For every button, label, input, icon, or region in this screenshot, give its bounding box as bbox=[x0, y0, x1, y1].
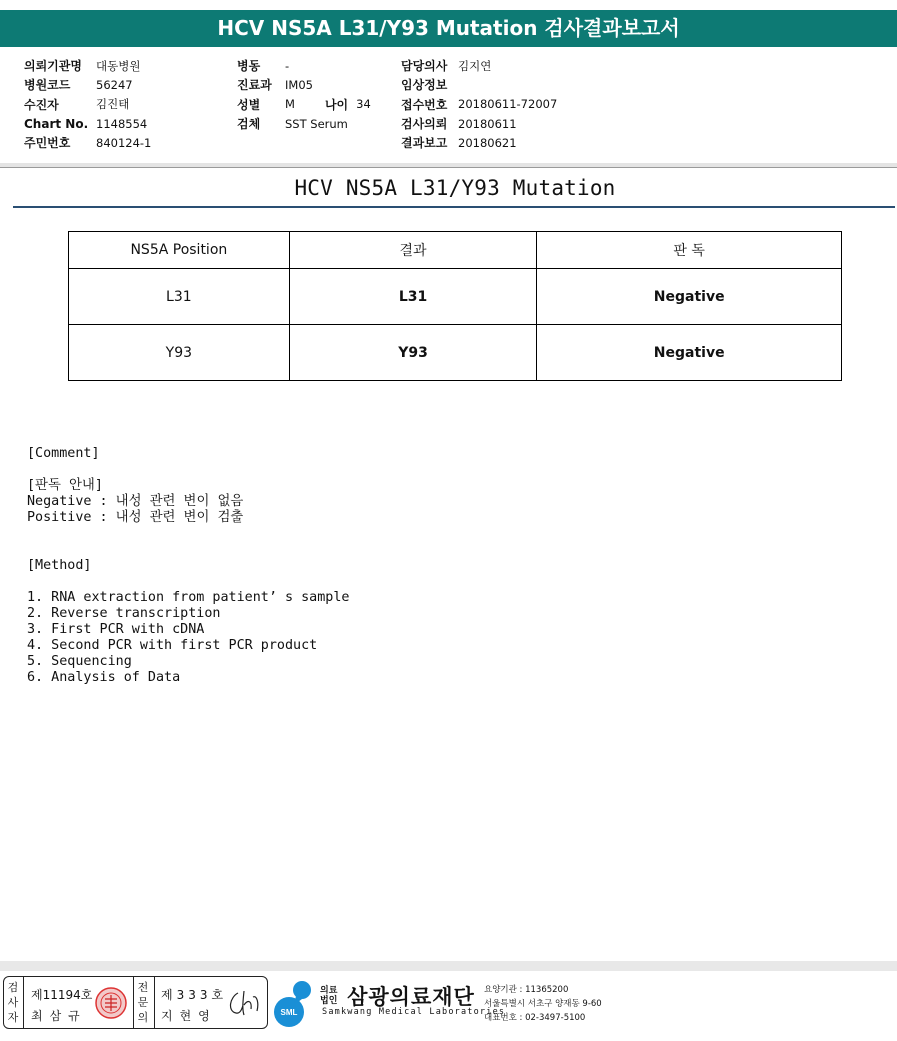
info-row-hospital-code bbox=[24, 75, 151, 94]
info-row-receipt-no bbox=[401, 95, 557, 114]
info-row-ward bbox=[237, 56, 371, 75]
sml-logo-icon bbox=[272, 979, 316, 1027]
info-row-clinical-info bbox=[401, 75, 557, 94]
table-header-interpretation: 판 독 bbox=[537, 232, 842, 269]
info-label: 결과보고 bbox=[401, 136, 448, 151]
patient-info-col3 bbox=[401, 56, 557, 152]
guide-heading: [판독 안내] bbox=[27, 478, 103, 493]
age-value: 34 bbox=[356, 97, 371, 112]
info-label: 병동 bbox=[237, 59, 261, 74]
info-row-report-date bbox=[401, 133, 557, 152]
org-prefix-top: 의료 bbox=[320, 986, 338, 996]
org-info-line: 요양기관 : 11365200 bbox=[484, 985, 569, 995]
info-row-request-date bbox=[401, 114, 557, 133]
footer-divider bbox=[0, 961, 897, 971]
specialist-name: 지현영 bbox=[161, 1009, 217, 1023]
info-label: 담당의사 bbox=[401, 59, 448, 74]
guide-line: Negative : 내성 관련 변이 없음 bbox=[27, 494, 244, 509]
info-label: 접수번호 bbox=[401, 97, 448, 112]
table-header-result: 결과 bbox=[289, 232, 537, 269]
section-divider-line bbox=[0, 167, 897, 168]
info-value: 56247 bbox=[96, 77, 133, 92]
info-row-chart-no bbox=[24, 114, 151, 133]
org-info-line: 대표번호 : 02-3497-5100 bbox=[484, 1013, 586, 1023]
method-line: 3. First PCR with cDNA bbox=[27, 622, 205, 637]
table-row bbox=[69, 269, 842, 325]
info-label: Chart No. bbox=[24, 116, 89, 131]
method-line: 1. RNA extraction from patient’ s sample bbox=[27, 590, 350, 605]
title-rule bbox=[13, 206, 895, 208]
method-heading: [Method] bbox=[27, 558, 92, 573]
org-name-en: Samkwang Medical Laboratories bbox=[322, 1007, 506, 1017]
report-title: HCV NS5A L31/Y93 Mutation bbox=[294, 176, 616, 200]
info-value: 김진태 bbox=[96, 97, 130, 112]
inspector-name: 최삼규 bbox=[31, 1009, 87, 1023]
info-row-institution bbox=[24, 56, 151, 75]
patient-info-col1 bbox=[24, 56, 151, 152]
sign-divider bbox=[154, 977, 155, 1028]
method-line: 4. Second PCR with first PCR product bbox=[27, 638, 318, 653]
info-row-sex-age bbox=[237, 95, 371, 114]
info-value: 20180611-72007 bbox=[458, 97, 558, 112]
inspector-number: 제11194호 bbox=[31, 988, 93, 1002]
org-info-line: 서울특별시 서초구 양재동 9-60 bbox=[484, 999, 602, 1009]
method-line: 5. Sequencing bbox=[27, 654, 132, 669]
info-value: 김지연 bbox=[458, 58, 492, 73]
info-value: 20180621 bbox=[458, 135, 517, 150]
report-header-title: HCV NS5A L31/Y93 Mutation 검사결과보고서 bbox=[217, 16, 680, 40]
official-seal-icon bbox=[94, 986, 128, 1020]
table-cell-position: Y93 bbox=[69, 325, 290, 381]
table-cell-position: L31 bbox=[69, 269, 290, 325]
table-header-row bbox=[69, 232, 842, 269]
specialist-label: 전문의 bbox=[137, 981, 149, 1024]
patient-info-col2 bbox=[237, 56, 371, 133]
info-label: 의뢰기관명 bbox=[24, 59, 82, 74]
signature-icon bbox=[224, 987, 264, 1019]
info-label: 수진자 bbox=[24, 97, 59, 112]
org-prefix bbox=[320, 986, 342, 1006]
specialist-number: 제333호 bbox=[161, 988, 228, 1002]
info-label: 검사의뢰 bbox=[401, 117, 448, 132]
info-value: SST Serum bbox=[285, 116, 348, 131]
info-value: - bbox=[285, 58, 290, 73]
report-header bbox=[0, 10, 897, 47]
sign-divider bbox=[133, 977, 134, 1028]
table-cell-interpretation: Negative bbox=[537, 269, 842, 325]
info-row-resident-no bbox=[24, 133, 151, 152]
info-value: 1148554 bbox=[96, 116, 148, 131]
table-cell-result: L31 bbox=[289, 269, 537, 325]
table-cell-result: Y93 bbox=[289, 325, 537, 381]
table-header-position: NS5A Position bbox=[69, 232, 290, 269]
info-row-specimen bbox=[237, 114, 371, 133]
logo-text: SML bbox=[280, 1008, 298, 1017]
info-label: 성별 bbox=[237, 97, 261, 112]
method-line: 6. Analysis of Data bbox=[27, 670, 181, 685]
table-cell-interpretation: Negative bbox=[537, 325, 842, 381]
signature-box bbox=[3, 976, 268, 1029]
org-prefix-bottom: 법인 bbox=[320, 996, 338, 1006]
sign-divider bbox=[23, 977, 24, 1028]
inspector-label: 검사자 bbox=[7, 981, 19, 1024]
info-value: 840124-1 bbox=[96, 135, 152, 150]
org-name: 삼광의료재단 bbox=[347, 985, 475, 1009]
method-line: 2. Reverse transcription bbox=[27, 606, 221, 621]
age-label: 나이 bbox=[324, 97, 349, 112]
info-value: 대동병원 bbox=[96, 58, 141, 73]
info-row-doctor bbox=[401, 56, 557, 75]
top-strip bbox=[0, 0, 897, 10]
info-label: 진료과 bbox=[237, 78, 272, 93]
result-table bbox=[68, 231, 842, 381]
info-value: IM05 bbox=[285, 77, 313, 92]
info-label: 주민번호 bbox=[24, 136, 71, 151]
info-label: 병원코드 bbox=[24, 78, 71, 93]
info-row-patient bbox=[24, 95, 151, 114]
info-label: 임상정보 bbox=[401, 78, 448, 93]
table-row bbox=[69, 325, 842, 381]
comment-heading: [Comment] bbox=[27, 446, 100, 461]
info-label: 검체 bbox=[237, 117, 261, 132]
info-row-department bbox=[237, 75, 371, 94]
info-value: 20180611 bbox=[458, 116, 517, 131]
guide-line: Positive : 내성 관련 변이 검출 bbox=[27, 510, 244, 525]
info-value: M bbox=[285, 97, 295, 112]
